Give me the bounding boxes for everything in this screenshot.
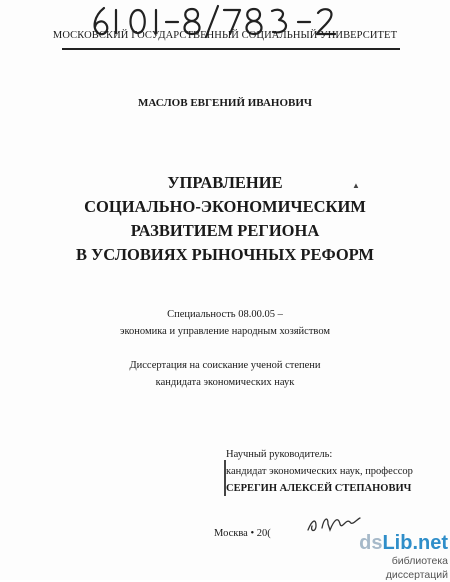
specialty-code: Специальность 08.00.05 – xyxy=(167,309,283,320)
advisor-name: СЕРЕГИН АЛЕКСЕЙ СТЕПАНОВИЧ xyxy=(226,483,412,494)
city-year: Москва • 20( xyxy=(214,528,271,539)
header-divider xyxy=(62,48,400,50)
author-name: МАСЛОВ ЕВГЕНИЙ ИВАНОВИЧ xyxy=(138,97,312,109)
scan-speck: ▲ xyxy=(352,181,360,190)
dissertation-title xyxy=(0,171,450,267)
advisor-block xyxy=(226,446,446,497)
advisor-degree: кандидат экономических наук, профессор xyxy=(226,466,413,477)
logo-part-lib: Lib.net xyxy=(382,532,448,554)
title-line: УПРАВЛЕНИЕ xyxy=(167,173,283,192)
dslib-logo xyxy=(340,532,448,554)
title-line: СОЦИАЛЬНО-ЭКОНОМИЧЕСКИМ xyxy=(84,197,366,216)
advisor-role: Научный руководитель: xyxy=(226,449,333,460)
dissertation-degree-block xyxy=(0,357,450,391)
degree-line: кандидата экономических наук xyxy=(155,377,295,388)
title-line: РАЗВИТИЕМ РЕГИОНА xyxy=(130,221,320,240)
specialty-block xyxy=(0,306,450,340)
university-name: МОСКОВСКИЙ ГОСУДАРСТВЕННЫЙ СОЦИАЛЬНЫЙ УНИВЕРСИТЕТ xyxy=(52,30,398,41)
dslib-watermark xyxy=(340,532,448,581)
logo-part-ds: ds xyxy=(359,532,383,554)
degree-line: Диссертация на соискание ученой степени xyxy=(129,360,321,371)
dslib-subtitle: библиотека диссертаций xyxy=(385,555,448,581)
title-line: В УСЛОВИЯХ РЫНОЧНЫХ РЕФОРМ xyxy=(75,245,375,264)
specialty-name: экономика и управление народным хозяйством xyxy=(119,326,331,337)
